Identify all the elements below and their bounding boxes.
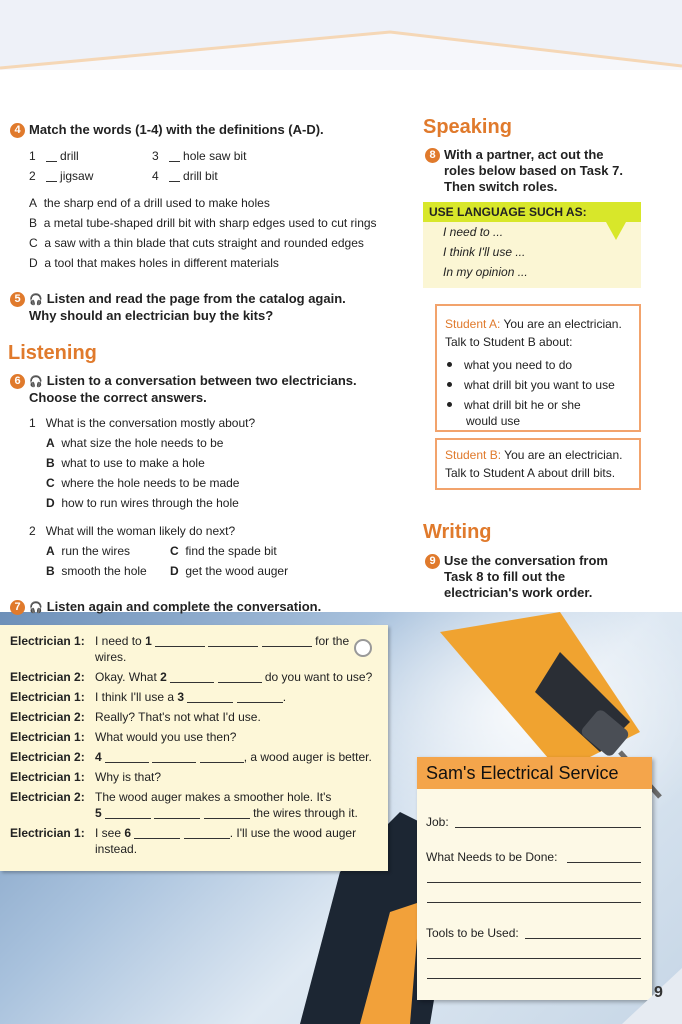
task-9-instruction: 9 Use the conversation from Task 8 to fill out the electrician's work order.: [425, 553, 608, 601]
task-8-instruction: 8 With a partner, act out the roles below based on Task 7. Then switch roles.: [425, 147, 623, 195]
q2-option-a: A run the wires: [46, 544, 131, 558]
task-number-badge: 7: [10, 600, 25, 615]
q1-option-b: B what to use to make a hole: [46, 456, 205, 470]
headphones-icon: 🎧: [29, 376, 43, 388]
student-b-label: Student B:: [445, 448, 502, 462]
page-corner: [622, 968, 682, 1024]
use-language-box: [423, 202, 641, 288]
list-item: what drill bit he or she would use: [437, 397, 639, 429]
phrase-item: I think I'll use ...: [443, 245, 526, 259]
job-label: Job:: [426, 815, 449, 829]
word-1: 1 drill: [29, 149, 79, 163]
tools-field[interactable]: [525, 938, 641, 939]
needs-field-line[interactable]: [427, 902, 641, 903]
student-b-role-card: Student B: You are an electrician. Talk to Student A about drill bits.: [435, 438, 641, 490]
needs-label: What Needs to be Done:: [426, 850, 558, 864]
question-2: 2 What will the woman likely do next?: [29, 524, 236, 538]
task-number-badge: 8: [425, 148, 440, 163]
q1-option-d: D how to run wires through the hole: [46, 496, 239, 510]
question-1: 1 What is the conversation mostly about?: [29, 416, 256, 430]
word-2: 2 jigsaw: [29, 169, 94, 183]
tools-field-line[interactable]: [427, 958, 641, 959]
headphones-icon: 🎧: [29, 294, 43, 306]
task-5-instruction: 5 🎧 Listen and read the page from the catalog again. Why should an electrician buy the kits?: [10, 291, 346, 324]
task-number-badge: 6: [10, 374, 25, 389]
headphones-icon: 🎧: [29, 602, 43, 614]
definition-b: B a metal tube-shaped drill bit with sharp edges used to cut rings: [29, 216, 377, 230]
student-a-role-card: Student A: You are an electrician. Talk to Student B about: what you need to do what drill bit you want to use what drill bit he or she would use: [435, 304, 641, 432]
tools-field-line[interactable]: [427, 978, 641, 979]
word-3: 3 hole saw bit: [152, 149, 247, 163]
job-field[interactable]: [455, 827, 641, 828]
listening-heading: Listening: [8, 342, 97, 364]
speech-pointer-icon: [606, 222, 626, 242]
phrase-item: I need to ...: [443, 225, 504, 239]
speaking-heading: Speaking: [423, 116, 512, 138]
list-item: what you need to do: [437, 355, 639, 375]
task-4-instruction: 4 Match the words (1-4) with the definitions (A-D).: [10, 122, 324, 138]
use-language-header: USE LANGUAGE SUCH AS:: [423, 202, 641, 222]
definition-c: C a saw with a thin blade that cuts straight and rounded edges: [29, 236, 364, 250]
task-7-instruction: 7 🎧 Listen again and complete the conversation.: [10, 599, 321, 616]
definition-a: A the sharp end of a drill used to make holes: [29, 196, 270, 210]
list-item: what drill bit you want to use: [437, 375, 639, 395]
student-a-label: Student A:: [445, 317, 501, 331]
q2-option-c: C find the spade bit: [170, 544, 277, 558]
q1-option-c: C where the hole needs to be made: [46, 476, 240, 490]
form-title: Sam's Electrical Service: [417, 757, 652, 789]
writing-heading: Writing: [423, 521, 492, 543]
tools-label: Tools to be Used:: [426, 926, 519, 940]
q1-option-a: A what size the hole needs to be: [46, 436, 224, 450]
phrase-item: In my opinion ...: [443, 265, 528, 279]
q2-option-b: B smooth the hole: [46, 564, 147, 578]
task-number-badge: 5: [10, 292, 25, 307]
definition-d: D a tool that makes holes in different materials: [29, 256, 279, 270]
conversation-note: Electrician 1: I need to 1 for the wires. Electrician 2: Okay. What 2 do you want to use? Electrician 1: I think I'll use a 3 . Electrician 2: Really? That's not what I'd use. Electrician 1: What would you use then? Electrician 2: 4 , a wood auger is better. Electrician 1: Why is that? Electrician 2: The wood auger makes a smoother hole. It's 5 the wires through it. Electrician 1: I see 6 . I'll use the wood auger instead.: [0, 625, 388, 871]
work-order-form: [417, 757, 652, 1000]
task-number-badge: 9: [425, 554, 440, 569]
task-number-badge: 4: [10, 123, 25, 138]
q2-option-d: D get the wood auger: [170, 564, 289, 578]
top-banner: [0, 0, 682, 70]
word-4: 4 drill bit: [152, 169, 218, 183]
task-6-instruction: 6 🎧 Listen to a conversation between two electricians. Choose the correct answers.: [10, 373, 357, 406]
needs-field[interactable]: [567, 862, 641, 863]
page-number: 9: [654, 984, 663, 1001]
needs-field-line[interactable]: [427, 882, 641, 883]
